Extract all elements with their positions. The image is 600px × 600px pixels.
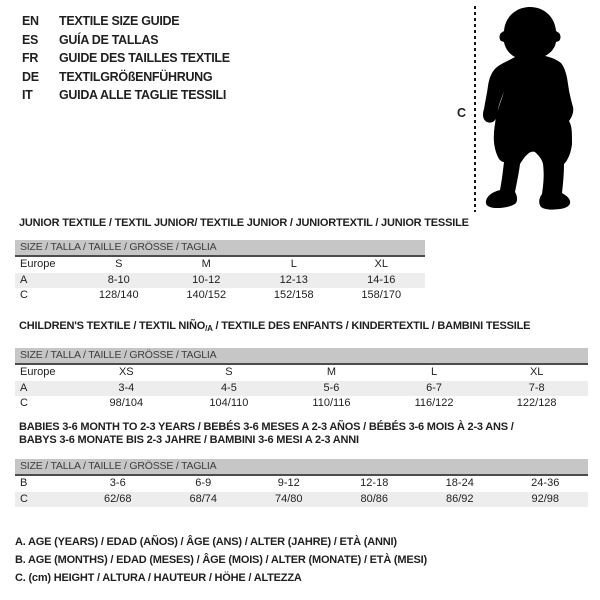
section-title: [15, 421, 588, 447]
section-junior: [15, 217, 469, 304]
table-cell: 12-13: [279, 273, 308, 286]
section-title: JUNIOR TEXTILE / TEXTIL JUNIOR/ TEXTILE JUNIOR / JUNIORTEXTIL / JUNIOR TESSILE: [19, 217, 469, 229]
legend-note-a: A. AGE (YEARS) / EDAD (AÑOS) / ÂGE (ANS) / ALTER (JAHRE) / ETÀ (ANNI): [15, 536, 397, 548]
language-code: IT: [22, 88, 33, 102]
language-title-list: [22, 12, 230, 105]
title-text: CHILDREN'S TEXTILE / TEXTIL NIÑO: [19, 320, 206, 332]
table-cell: 6-9: [195, 477, 212, 489]
row-label: C: [20, 289, 28, 301]
table-cell: 4-5: [220, 381, 237, 394]
language-row: [22, 49, 230, 68]
table-cell: 18-24: [445, 477, 474, 489]
title-text: / TEXTILE DES ENFANTS / KINDERTEXTIL / BAMBINI TESSILE: [212, 320, 531, 332]
table-cell: 68/74: [189, 492, 218, 505]
row-label: Europe: [20, 366, 56, 378]
language-code: DE: [22, 69, 39, 84]
language-row: [22, 86, 230, 105]
table-cell: 24-36: [531, 477, 560, 489]
section-children: [15, 320, 588, 412]
language-code: EN: [22, 14, 39, 28]
title-line-2: BABYS 3-6 MONATE BIS 2-3 JAHRE / BAMBINI 3-6 MESI A 2-3 ANNI: [19, 434, 359, 446]
table-cell: 158/170: [361, 289, 402, 301]
table-cell: 92/98: [531, 492, 560, 505]
table-cell: 110/116: [312, 397, 351, 409]
table-cell: 116/122: [414, 397, 454, 409]
language-code: FR: [22, 51, 39, 65]
table-cell: 6-7: [426, 381, 443, 394]
table-row: [15, 288, 425, 304]
language-title: GUIDA ALLE TAGLIE TESSILI: [59, 88, 227, 102]
row-label: Europe: [20, 258, 56, 270]
table-cell: 3-6: [109, 477, 126, 489]
language-row: [22, 12, 230, 31]
size-header-bar: SIZE / TALLA / TAILLE / GRÖSSE / TAGLIA: [15, 459, 588, 476]
language-code: ES: [22, 32, 39, 47]
table-row: [15, 273, 425, 289]
children-table: [15, 365, 588, 412]
table-row: [15, 381, 588, 397]
title-line-1: BABIES 3-6 MONTH TO 2-3 YEARS / BEBÉS 3-6 MESES A 2-3 AÑOS / BÉBÉS 3-6 MOIS À 2-3 ANS /: [19, 421, 514, 433]
table-cell: 74/80: [274, 492, 303, 505]
row-label: B: [20, 477, 28, 489]
table-cell: L: [431, 366, 438, 378]
table-cell: XL: [374, 258, 388, 270]
baby-silhouette-icon: [482, 4, 600, 214]
table-cell: 80/86: [360, 492, 389, 505]
language-row: [22, 31, 230, 50]
height-measure-dashed-line: [474, 6, 476, 212]
babies-table: [15, 476, 588, 507]
table-cell: 9-12: [277, 477, 300, 489]
language-title: TEXTILGRÖßENFÜHRUNG: [59, 69, 213, 84]
title-subscript: /A: [205, 324, 213, 333]
row-label: A: [20, 381, 28, 394]
table-cell: 140/152: [186, 289, 227, 301]
row-label: C: [20, 397, 28, 409]
language-title: GUÍA DE TALLAS: [59, 32, 159, 47]
table-cell: 104/110: [209, 397, 249, 409]
table-cell: 98/104: [109, 397, 144, 409]
table-cell: 122/128: [516, 397, 557, 409]
table-cell: 12-18: [360, 477, 389, 489]
table-cell: 62/68: [103, 492, 132, 505]
legend-note-c: C. (cm) HEIGHT / ALTURA / HAUTEUR / HÖHE / ALTEZZA: [15, 572, 302, 584]
junior-table: [15, 257, 425, 304]
table-cell: XL: [529, 366, 544, 378]
legend-notes: [15, 533, 427, 587]
row-label: A: [20, 273, 28, 286]
table-cell: L: [290, 258, 297, 270]
row-label: C: [20, 492, 28, 505]
table-cell: XS: [118, 366, 134, 378]
table-row: [15, 396, 588, 412]
table-row: [15, 476, 588, 492]
section-title: [15, 320, 588, 335]
table-cell: 14-16: [367, 273, 396, 286]
section-babies: [15, 421, 588, 507]
table-cell: 152/158: [273, 289, 314, 301]
table-cell: M: [326, 366, 337, 378]
language-row: [22, 68, 230, 87]
legend-note-b: B. AGE (MONTHS) / EDAD (MESES) / ÂGE (MOIS) / ALTER (MONATE) / ETÀ (MESI): [15, 554, 427, 566]
language-title: TEXTILE SIZE GUIDE: [59, 14, 180, 28]
table-cell: 7-8: [528, 381, 545, 394]
table-cell: M: [201, 258, 211, 270]
table-cell: 5-6: [323, 381, 340, 394]
table-cell: 86/92: [445, 492, 474, 505]
table-row: [15, 257, 425, 273]
language-title: GUIDE DES TAILLES TEXTILE: [59, 51, 230, 65]
table-row: [15, 365, 588, 381]
table-row: [15, 492, 588, 508]
size-header-bar: SIZE / TALLA / TAILLE / GRÖSSE / TAGLIA: [15, 348, 588, 365]
table-cell: S: [115, 258, 123, 270]
table-cell: S: [225, 366, 233, 378]
table-cell: 128/140: [98, 289, 139, 301]
table-cell: 8-10: [107, 273, 130, 286]
table-cell: 3-4: [118, 381, 135, 394]
size-header-bar: SIZE / TALLA / TAILLE / GRÖSSE / TAGLIA: [15, 240, 425, 257]
table-cell: 10-12: [192, 273, 221, 286]
height-label: C: [457, 106, 467, 120]
